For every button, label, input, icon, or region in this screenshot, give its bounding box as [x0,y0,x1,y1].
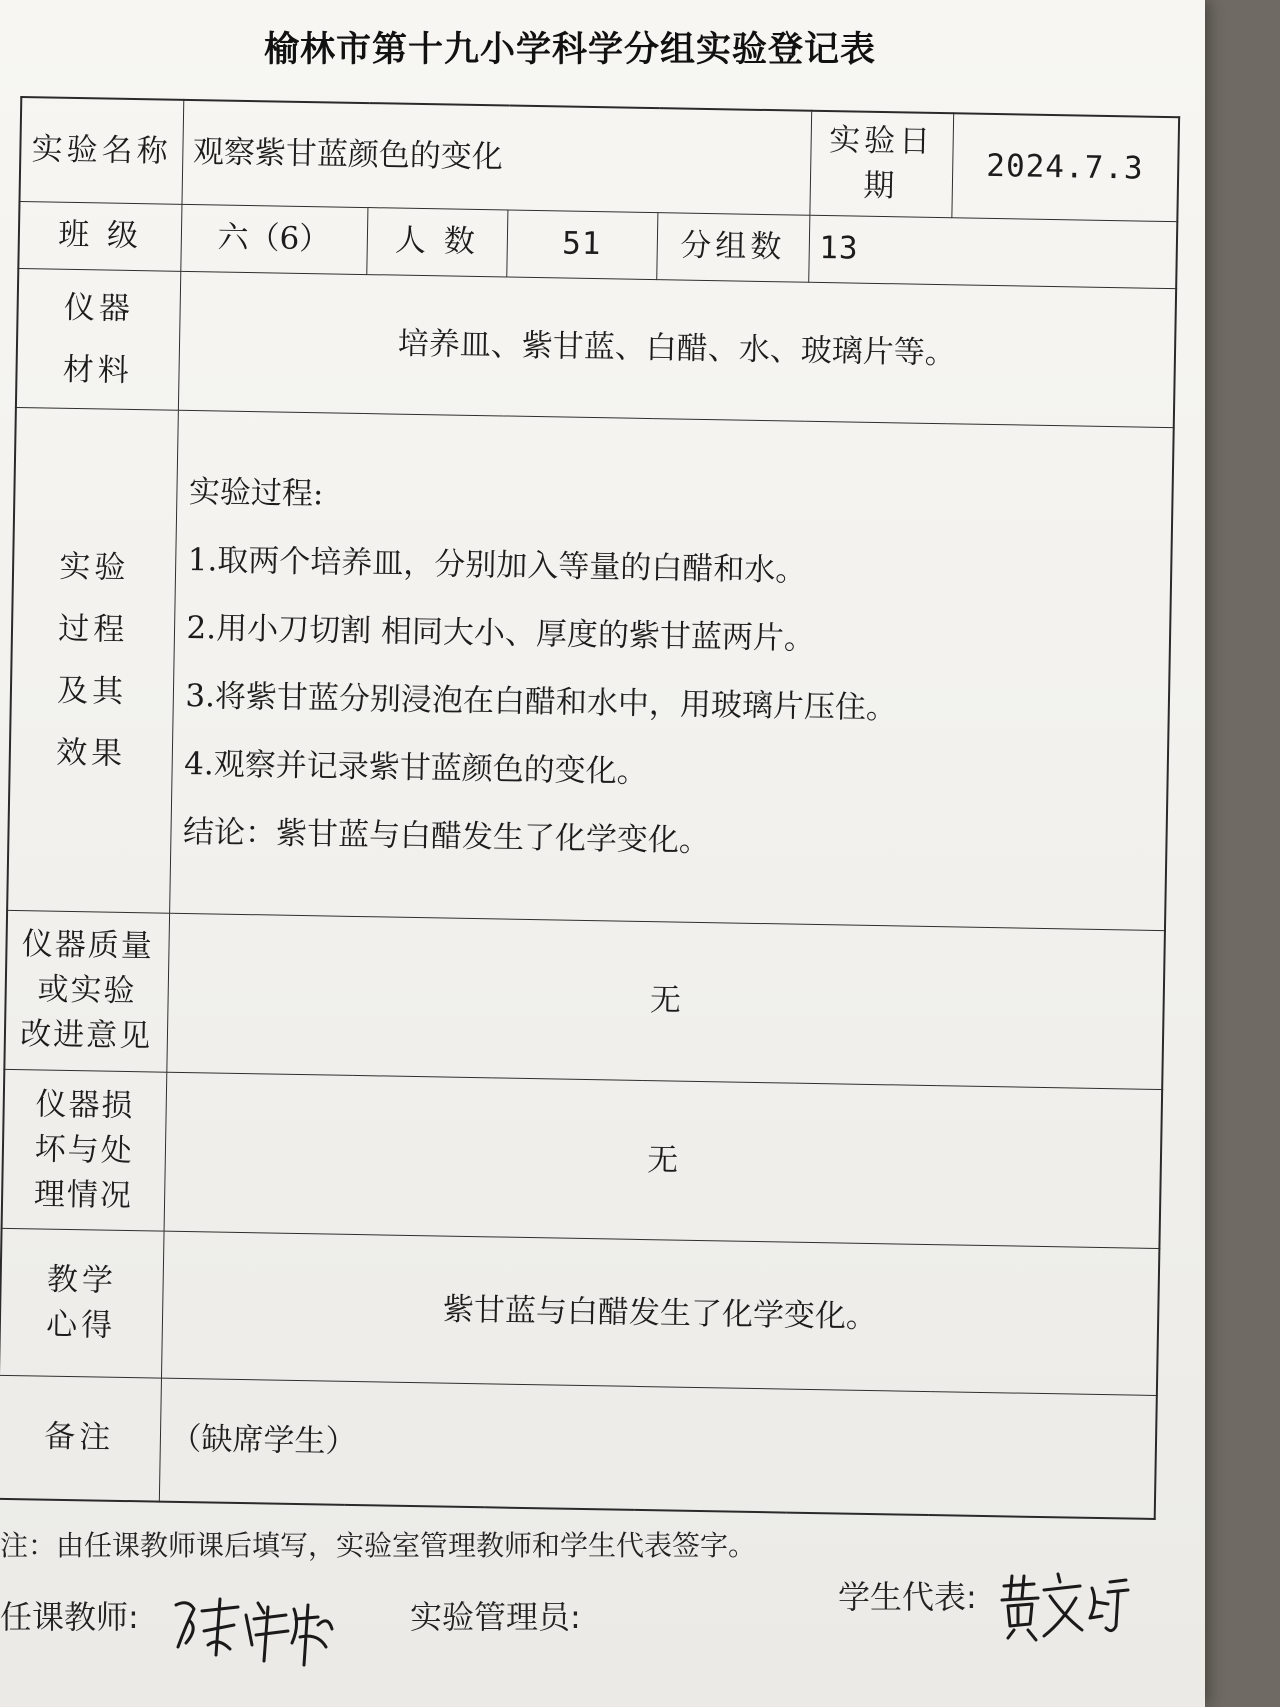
footer-note: 注：由任课教师课后填写，实验室管理教师和学生代表签字。 [0,1529,757,1562]
quality-value: 无 [166,913,1165,1090]
remarks-value: （缺席学生） [159,1378,1157,1519]
materials-value: 培养皿、紫甘蓝、白醋、水、玻璃片等。 [178,271,1176,428]
damage-label [2,1069,167,1231]
form-grid [0,96,1180,1520]
date-value: 2024.7.3 [951,113,1179,221]
process-label-line: 及其 [56,672,128,710]
experiment-name-label: 实验名称 [20,97,184,204]
materials-label [16,268,180,410]
process-content [169,410,1174,930]
process-step: 3.将紫甘蓝分别浸泡在白醋和水中，用玻璃片压住。 [185,677,898,727]
people-label: 人 数 [366,207,507,276]
teacher-sign-label: 任课教师: [0,1598,139,1636]
admin-sign-label: 实验管理员: [410,1598,581,1636]
damage-label-line: 理情况 [33,1175,134,1214]
row-teaching [0,1229,1159,1396]
teacher-signature-image [168,1585,338,1675]
student-signature-image [998,1568,1133,1648]
row-process [7,407,1174,930]
teaching-label-line: 教学 [46,1261,118,1299]
page-title: 榆林市第十九小学科学分组实验登记表 [263,30,876,70]
class-label: 班 级 [18,201,181,271]
experiment-name-value: 观察紫甘蓝颜色的变化 [181,100,811,215]
student-sign-label: 学生代表: [838,1578,977,1616]
groups-value: 13 [808,215,1177,288]
process-step: 1.取两个培养皿，分别加入等量的白醋和水。 [187,541,807,589]
registration-form [0,96,1180,1520]
process-conclusion: 结论：紫甘蓝与白醋发生了化学变化。 [182,813,711,859]
teaching-label-line: 心得 [45,1306,117,1344]
quality-label-line: 或实验 [37,971,137,1010]
quality-label [4,910,169,1072]
process-step: 2.用小刀切割 相同大小、厚度的紫甘蓝两片。 [186,609,816,657]
row-remarks [0,1375,1157,1519]
materials-label-line: 仪器 [63,289,135,327]
materials-label-line: 材料 [62,351,134,389]
process-heading: 实验过程: [188,473,324,513]
damage-label-line: 坏与处 [34,1131,135,1169]
process-label-line: 效果 [55,734,127,772]
process-step: 4.观察并记录紫甘蓝颜色的变化。 [183,745,649,790]
row-quality [4,910,1165,1089]
process-label [7,407,178,913]
process-label-line: 实验 [59,548,130,586]
remarks-label: 备注 [0,1375,161,1501]
damage-value: 无 [164,1072,1163,1249]
process-label-line: 过程 [57,610,129,648]
groups-label: 分组数 [656,212,809,282]
row-damage [2,1069,1163,1248]
row-materials [16,268,1176,428]
teaching-label [0,1229,164,1378]
quality-label-line: 仪器质量 [21,926,155,965]
teaching-value: 紫甘蓝与白醋发生了化学变化。 [161,1231,1159,1395]
class-value: 六（6） [180,204,367,274]
quality-label-line: 改进意见 [19,1016,153,1055]
people-value: 51 [506,210,657,280]
row-experiment-name [20,97,1180,221]
date-label: 实验日期 [809,111,953,218]
damage-label-line: 仪器损 [35,1086,135,1124]
